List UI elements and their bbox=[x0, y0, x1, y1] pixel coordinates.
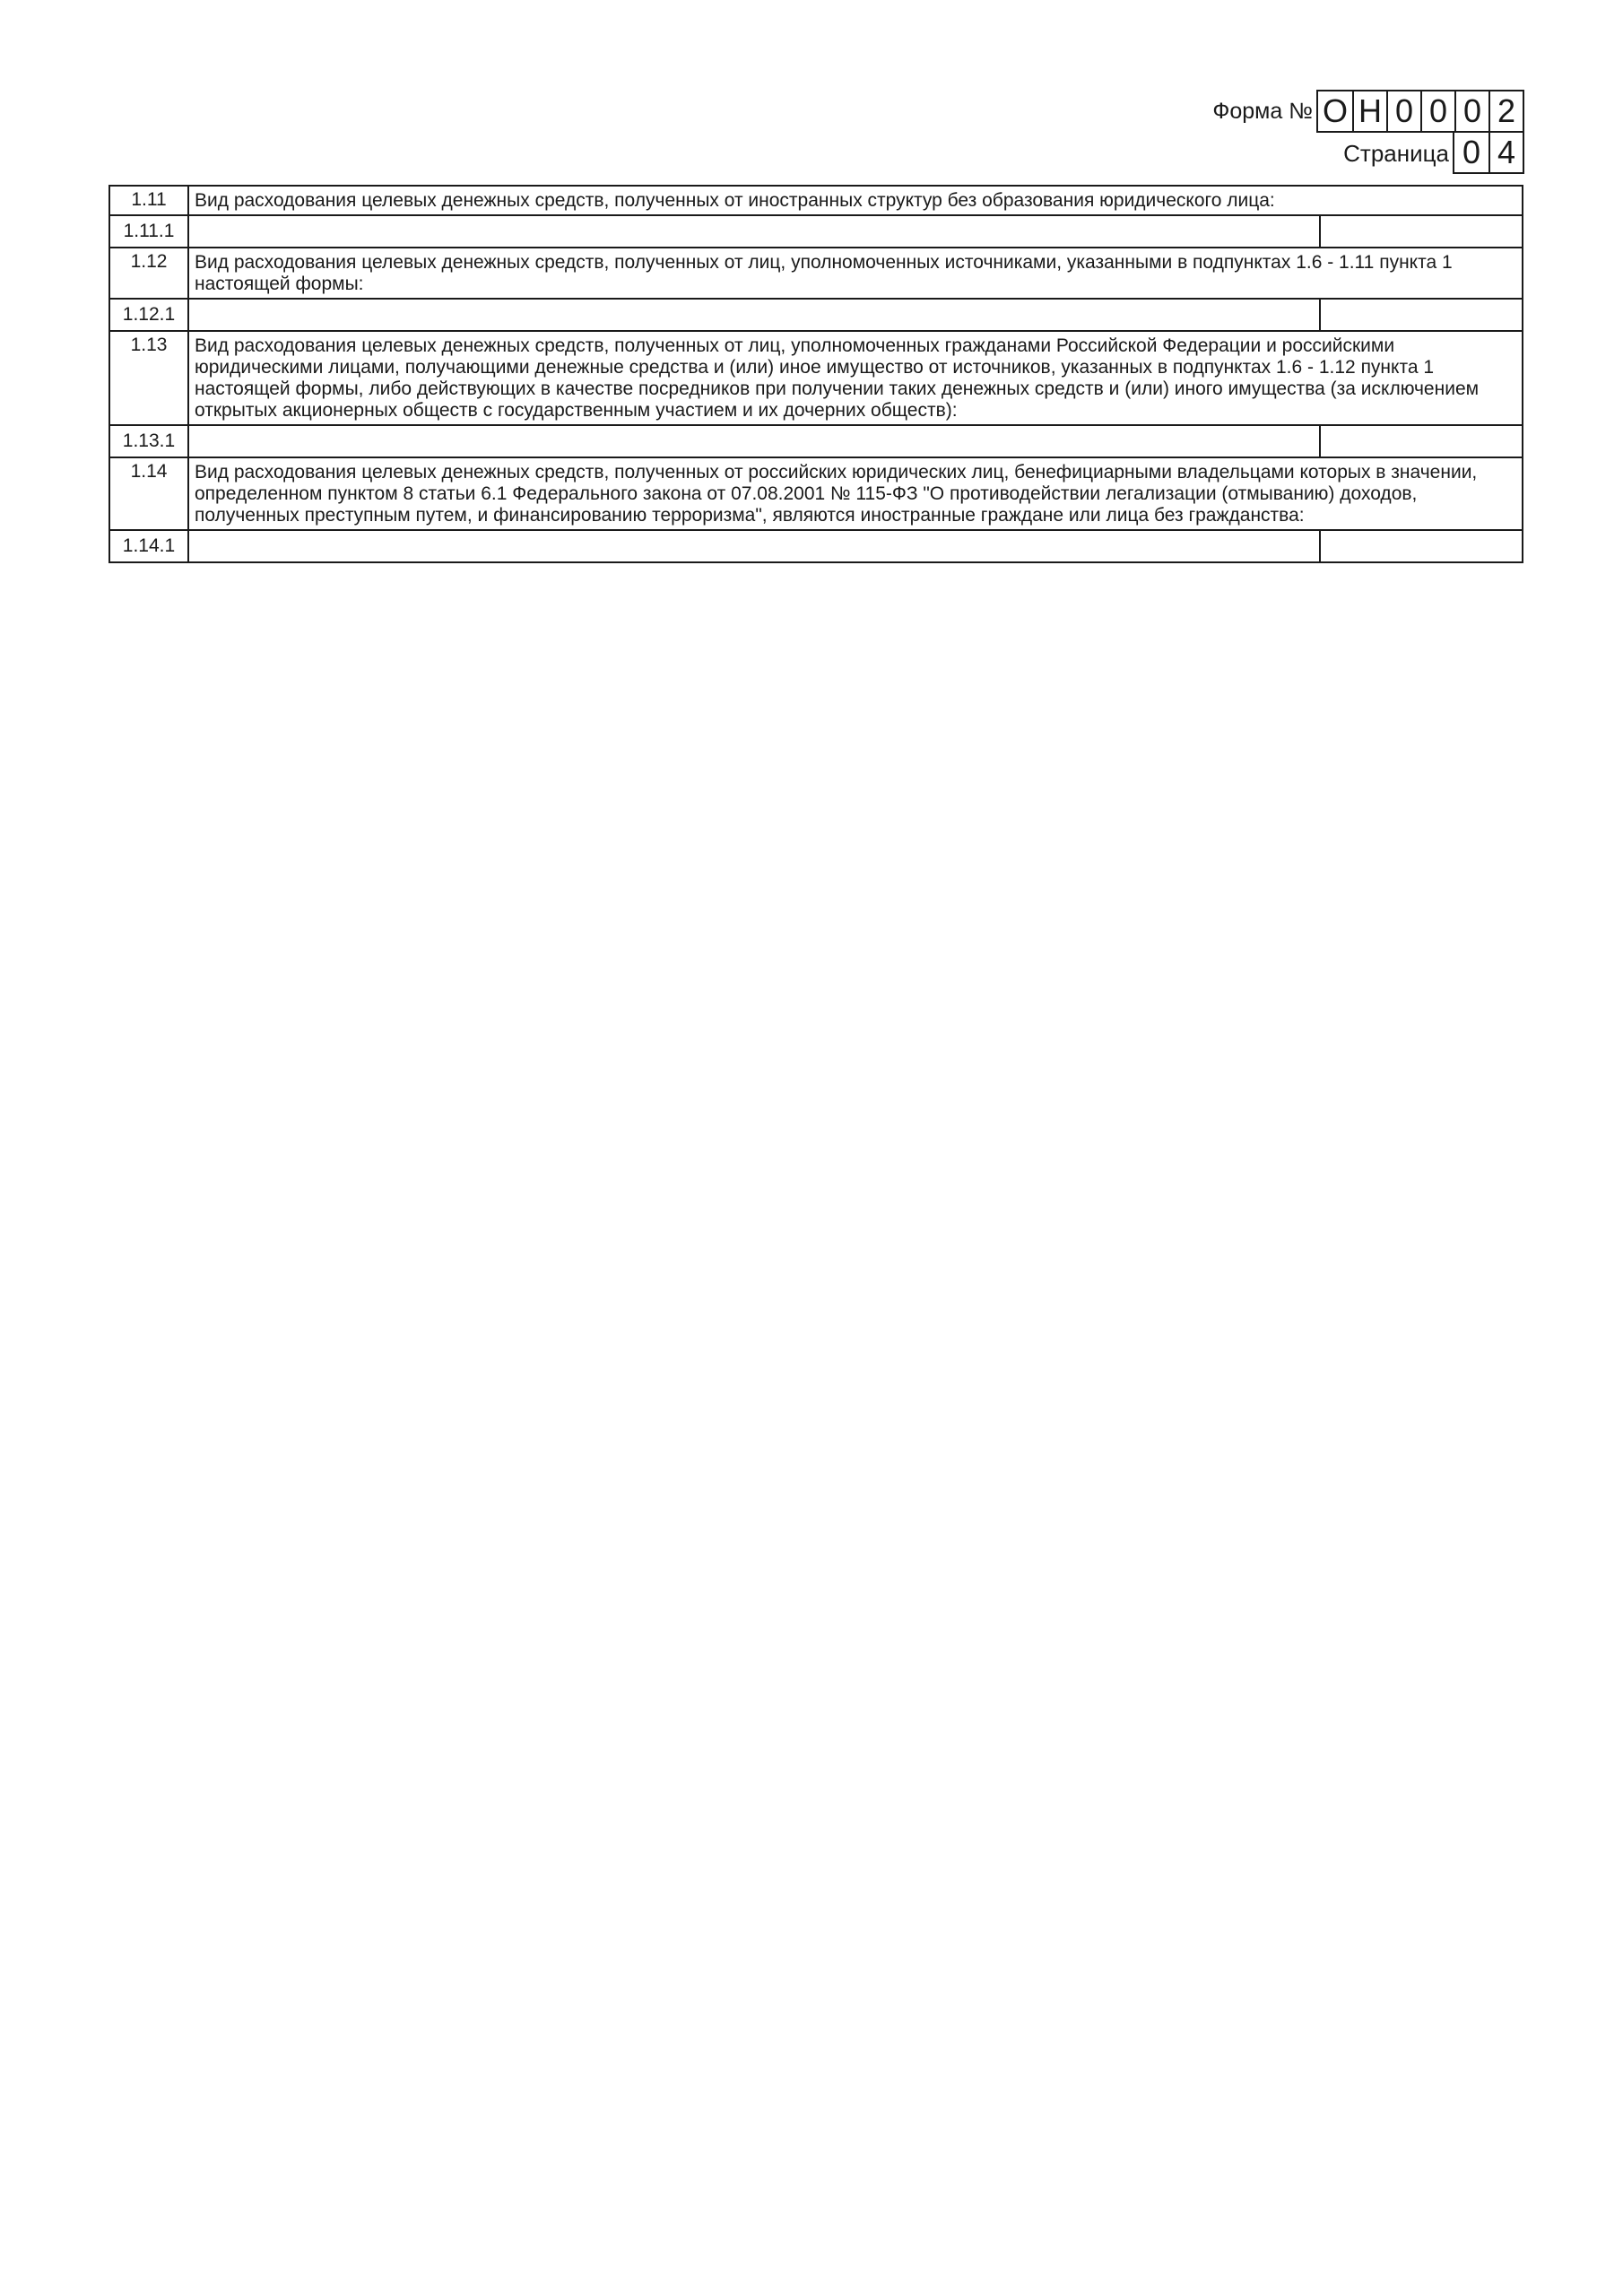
section-row bbox=[109, 186, 1523, 215]
section-number: 1.11 bbox=[109, 186, 188, 215]
subsection-number: 1.14.1 bbox=[109, 530, 188, 562]
form-number-label: Форма № bbox=[1212, 98, 1313, 124]
section-number: 1.12 bbox=[109, 248, 188, 299]
page-number-cells bbox=[1453, 133, 1524, 174]
subsection-value-field[interactable] bbox=[1320, 425, 1523, 457]
subsection-description-field[interactable] bbox=[188, 530, 1320, 562]
page-number-cell: 0 bbox=[1462, 134, 1481, 170]
section-row bbox=[109, 331, 1523, 425]
subsection-row bbox=[109, 530, 1523, 562]
subsection-value-field[interactable] bbox=[1320, 299, 1523, 331]
subsection-number: 1.11.1 bbox=[109, 215, 188, 248]
subsection-description-field[interactable] bbox=[188, 215, 1320, 248]
form-table bbox=[108, 185, 1523, 563]
form-header bbox=[1212, 90, 1524, 174]
section-title-text: Вид расходования целевых денежных средств, полученных от иностранных структур без образования юридического лица: bbox=[195, 190, 1275, 211]
form-number-cells bbox=[1316, 90, 1524, 133]
subsection-value-field[interactable] bbox=[1320, 530, 1523, 562]
section-row bbox=[109, 457, 1523, 530]
section-title-text: Вид расходования целевых денежных средств, полученных от лиц, уполномоченных гражданами Российской Федерации и российскими юридическими лицами, получающими денежные средства и (или) иное имущество от источников, указанных в подпунктах 1.6 - 1.12 пункта 1 настоящей формы, либо действующих в качестве посредников при получении таких денежных средств и (или) иного имущества (за исключением открытых акционерных обществ с государственным участием и их дочерних обществ): bbox=[195, 335, 1480, 421]
form-number-cell: О bbox=[1322, 92, 1348, 129]
subsection-number: 1.12.1 bbox=[109, 299, 188, 331]
subsection-value-field[interactable] bbox=[1320, 215, 1523, 248]
form-number-row bbox=[1212, 90, 1524, 133]
page-number-cell: 4 bbox=[1488, 133, 1523, 172]
subsection-row bbox=[109, 299, 1523, 331]
section-number: 1.13 bbox=[109, 331, 188, 425]
section-title bbox=[188, 457, 1523, 530]
subsection-row bbox=[109, 425, 1523, 457]
page-number-row bbox=[1343, 133, 1524, 174]
form-number-cell: 2 bbox=[1488, 91, 1523, 131]
form-number-cell: 0 bbox=[1420, 91, 1454, 131]
section-title-text: Вид расходования целевых денежных средств, полученных от российских юридических лиц, бенефициарными владельцами которых в значении, определенном пунктом 8 статьи 6.1 Федерального закона от 07.08.2001 № 115-ФЗ "О противодействии легализации (отмыванию) доходов, полученных преступным путем, и финансированию терроризма", являются иностранные граждане или лица без гражданства: bbox=[195, 462, 1478, 526]
subsection-description-field[interactable] bbox=[188, 425, 1320, 457]
section-number: 1.14 bbox=[109, 457, 188, 530]
section-title bbox=[188, 331, 1523, 425]
subsection-number: 1.13.1 bbox=[109, 425, 188, 457]
section-title bbox=[188, 248, 1523, 299]
form-number-cell: 0 bbox=[1386, 91, 1420, 131]
form-number-cell: Н bbox=[1352, 91, 1386, 131]
section-title bbox=[188, 186, 1523, 215]
form-number-cell: 0 bbox=[1454, 91, 1488, 131]
page-number-label: Страница bbox=[1343, 139, 1449, 167]
subsection-description-field[interactable] bbox=[188, 299, 1320, 331]
section-row bbox=[109, 248, 1523, 299]
section-title-text: Вид расходования целевых денежных средств, полученных от лиц, уполномоченных источниками, указанными в подпунктах 1.6 - 1.11 пункта 1 настоящей формы: bbox=[195, 252, 1453, 294]
subsection-row bbox=[109, 215, 1523, 248]
